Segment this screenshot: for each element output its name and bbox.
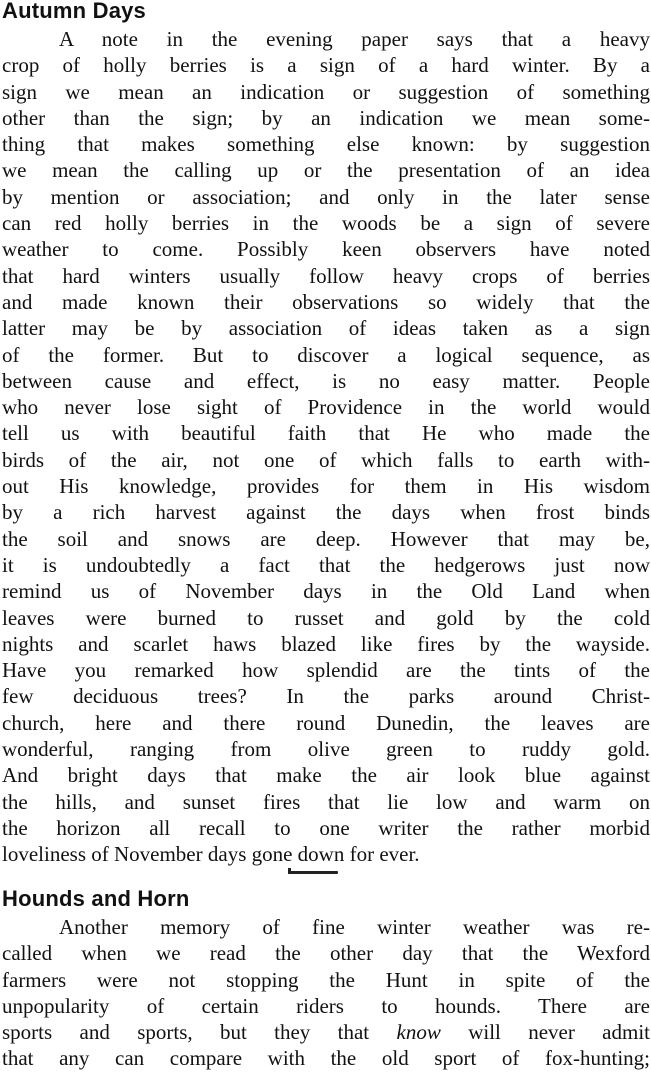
text-line: birds of the air, not one of which falls to earth with-	[2, 447, 650, 472]
text-line: by mention or association; and only in the later sense	[2, 184, 650, 209]
text-line	[2, 1019, 650, 1045]
text-line: that any can compare with the old sport of fox-hunting;	[2, 1046, 650, 1071]
text-line: of the former. But to discover a logical sequence, as	[2, 342, 650, 367]
text-line: and made known their observations so widely that the	[2, 289, 650, 314]
text-line: leaves were burned to russet and gold by the cold	[2, 605, 650, 630]
italic-word: know	[396, 1020, 441, 1045]
text-line: remind us of November days in the Old Land when	[2, 579, 650, 604]
section-heading-hounds-and-horn: Hounds and Horn	[2, 886, 190, 911]
article-body-autumn-days	[2, 26, 650, 868]
text-line: the horizon all recall to one writer the rather morbid	[2, 815, 650, 840]
text-fragment: sports and sports, but they that	[2, 1020, 370, 1045]
text-line: wonderful, ranging from olive green to ruddy gold.	[2, 737, 650, 762]
text-line: few deciduous trees? In the parks around Christ-	[2, 684, 650, 709]
text-line: thing that makes something else known: by suggestion	[2, 132, 650, 157]
text-line: we mean the calling up or the presentation of an idea	[2, 158, 650, 183]
section-heading-autumn-days: Autumn Days	[2, 0, 146, 23]
text-line: tell us with beautiful faith that He who made the	[2, 421, 650, 446]
text-line: by a rich harvest against the days when frost binds	[2, 500, 650, 525]
text-line: unpopularity of certain riders to hounds. There are	[2, 993, 650, 1018]
text-line: Another memory of fine winter weather was re-	[59, 915, 650, 939]
text-line: out His knowledge, provides for them in His wisdom	[2, 474, 650, 499]
text-line: nights and scarlet haws blazed like fires by the wayside.	[2, 631, 650, 656]
text-line: sign we mean an indication or suggestion of something	[2, 79, 650, 104]
text-line: between cause and effect, is no easy matter. People	[2, 368, 650, 393]
text-line: farmers were not stopping the Hunt in spite of the	[2, 967, 650, 992]
article-body-hounds-and-horn	[2, 914, 650, 1072]
text-line: that hard winters usually follow heavy crops of berries	[2, 263, 650, 288]
text-line: weather to come. Possibly keen observers have noted	[2, 237, 650, 262]
text-line: Have you remarked how splendid are the tints of the	[2, 658, 650, 683]
text-line: latter may be by association of ideas taken as a sign	[2, 316, 650, 341]
text-line: can red holly berries in the woods be a sign of severe	[2, 211, 650, 236]
text-line: who never lose sight of Providence in the world would	[2, 395, 650, 420]
section-divider	[290, 871, 338, 874]
text-line: other than the sign; by an indication we mean some-	[2, 105, 650, 130]
text-line: church, here and there round Dunedin, the leaves are	[2, 710, 650, 735]
text-line: it is undoubtedly a fact that the hedgerows just now	[2, 552, 650, 577]
text-line: A note in the evening paper says that a heavy	[59, 27, 650, 51]
text-line: loveliness of November days gone down for ever.	[2, 842, 420, 867]
text-line: crop of holly berries is a sign of a hard winter. By a	[2, 53, 650, 78]
text-line: And bright days that make the air look blue against	[2, 763, 650, 788]
text-line: the soil and snows are deep. However that may be,	[2, 526, 650, 551]
text-line: called when we read the other day that the Wexford	[2, 941, 650, 966]
text-fragment: will never admit	[468, 1020, 651, 1045]
text-line: the hills, and sunset fires that lie low and warm on	[2, 789, 650, 814]
